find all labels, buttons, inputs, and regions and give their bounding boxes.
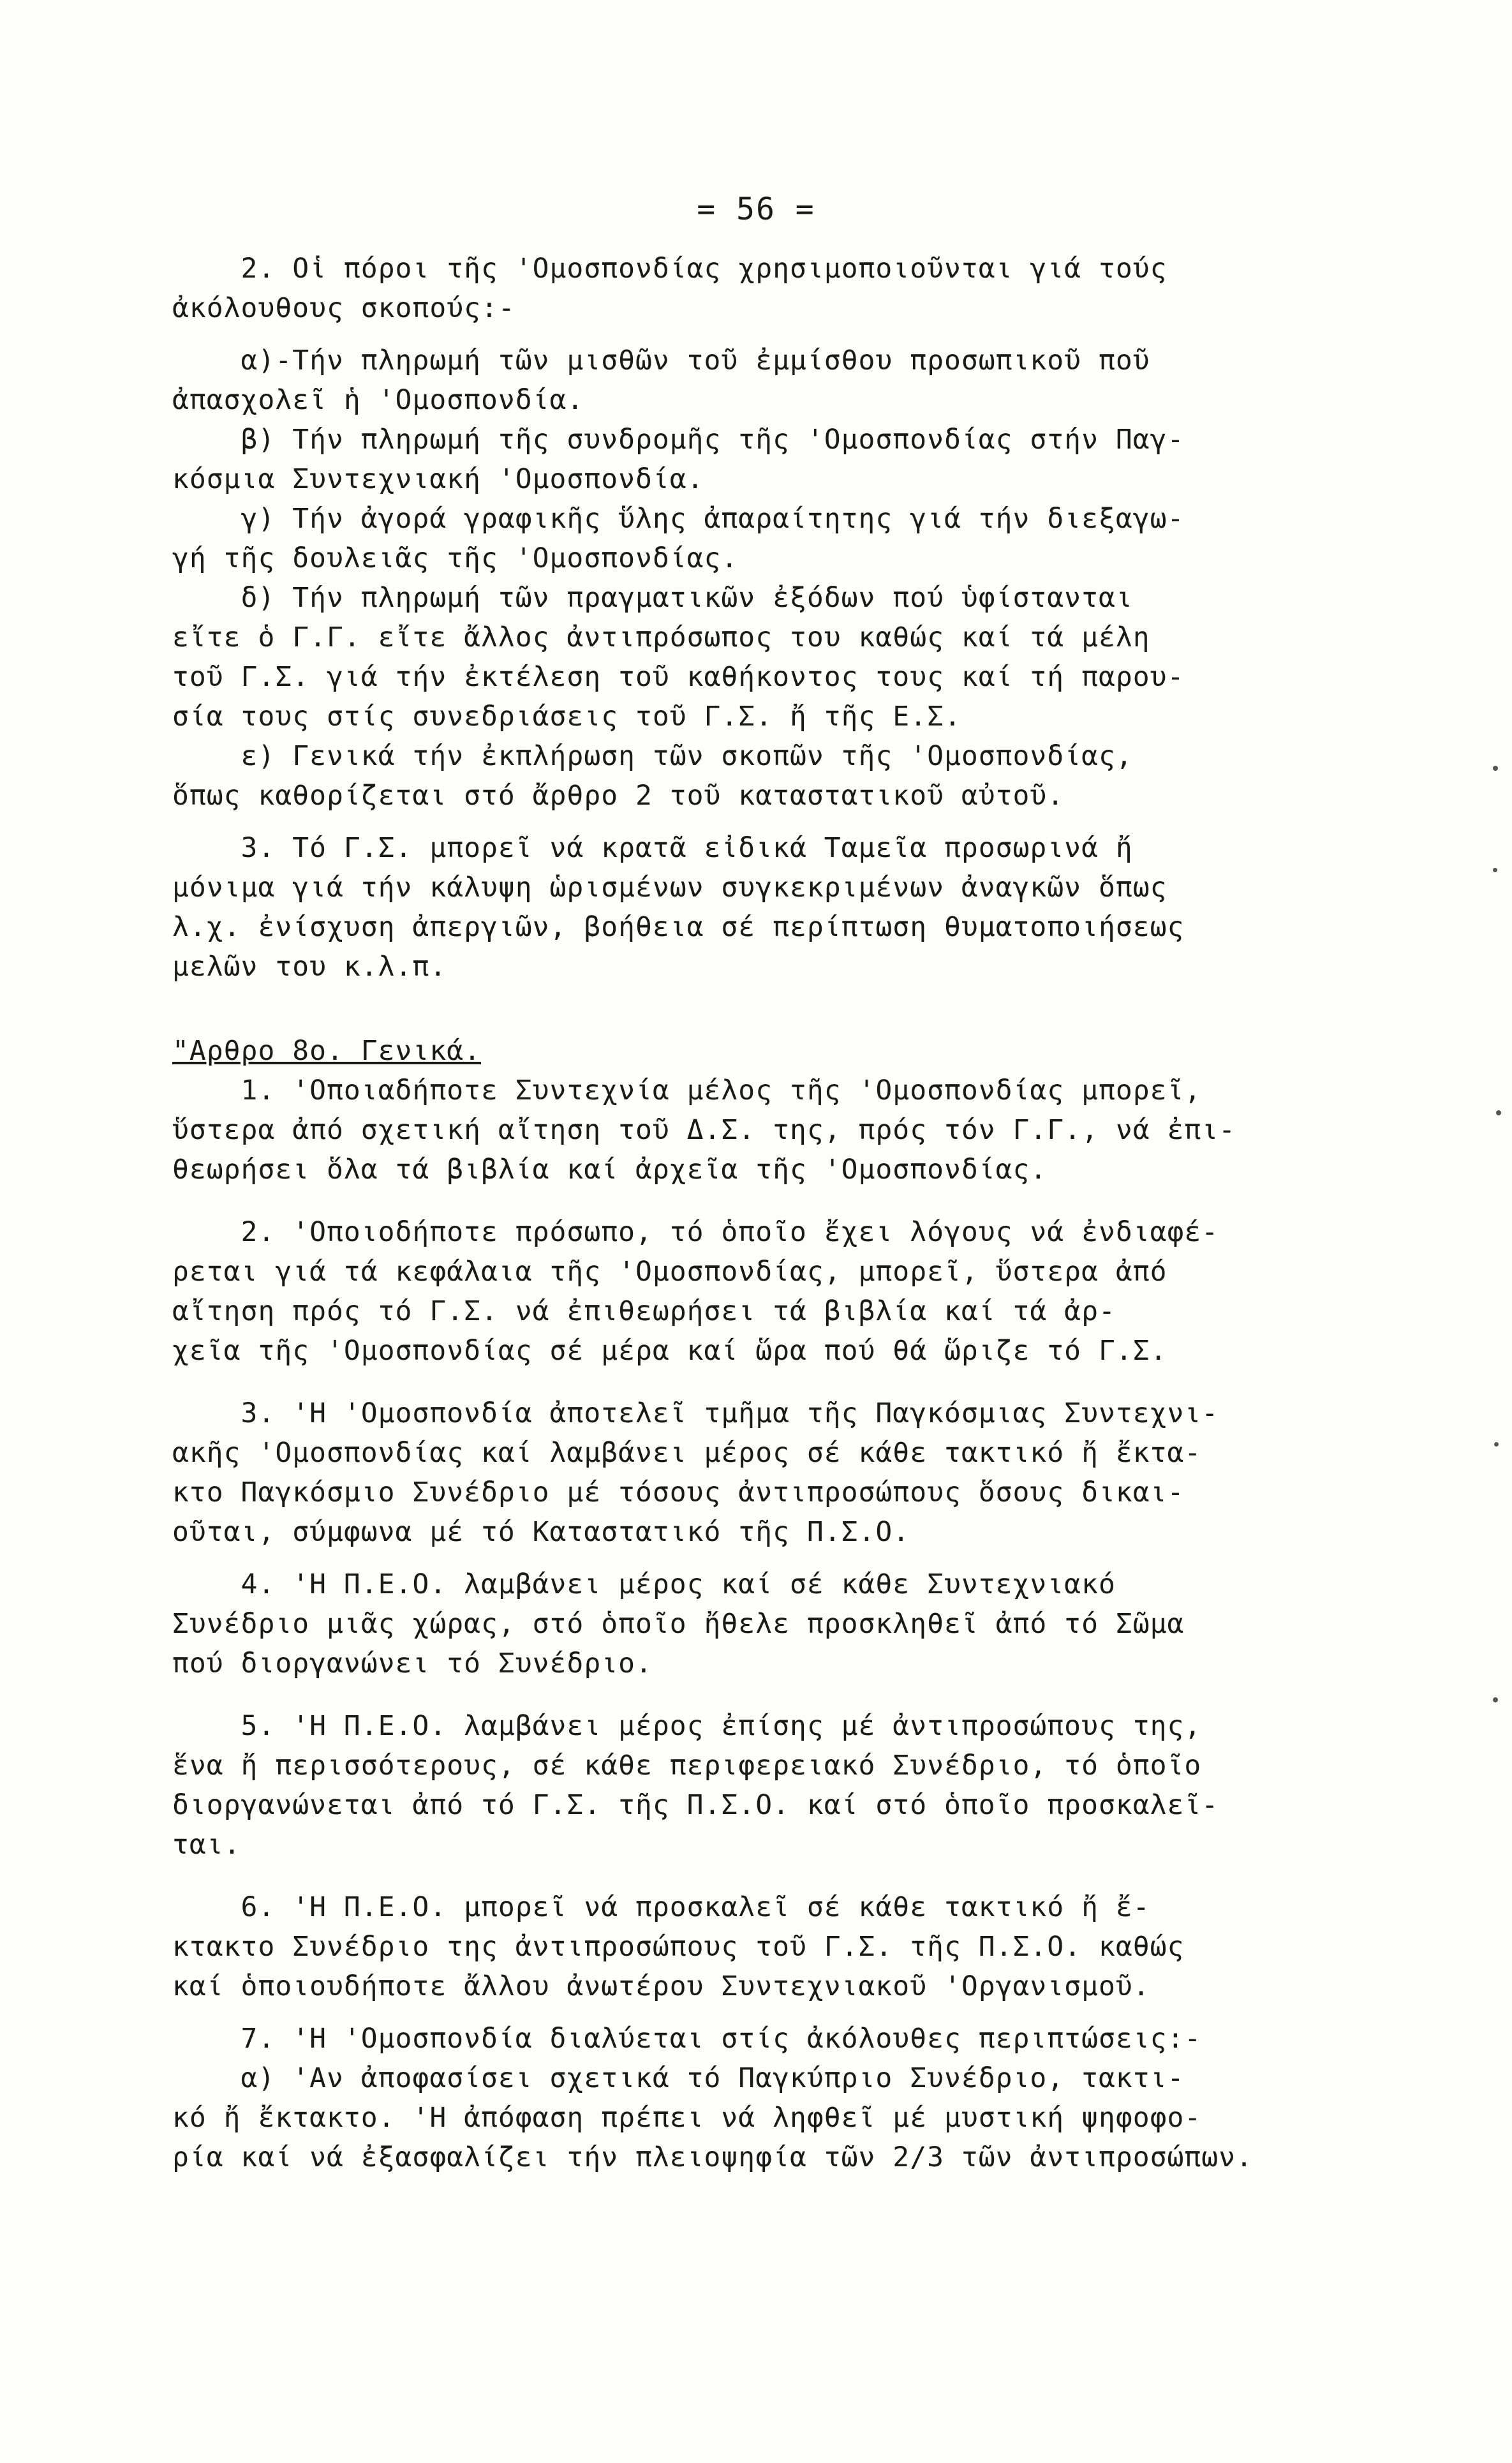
text-line: κόσμια Συντεχνιακή 'Ομοσπονδία.: [172, 463, 704, 495]
article-heading: "Αρθρο 8ο. Γενικά.: [172, 1035, 481, 1067]
text-line: ἕνα ἤ περισσότερους, σέ κάθε περιφερειακό Συνέδριο, τό ὁποῖο: [172, 1750, 1202, 1782]
text-line: β) Τήν πληρωμή τῆς συνδρομῆς τῆς 'Ομοσπονδίας στήν Παγ-: [172, 424, 1185, 456]
text-line: εἴτε ὁ Γ.Γ. εἴτε ἄλλος ἀντιπρόσωπος του καθώς καί τά μέλη: [172, 621, 1150, 653]
text-line: λ.χ. ἐνίσχυση ἀπεργιῶν, βοήθεια σέ περίπτωση θυματοποιήσεως: [172, 911, 1185, 943]
document-body: [172, 249, 1435, 2177]
text-line: ε) Γενικά τήν ἐκπλήρωση τῶν σκοπῶν τῆς 'Ομοσπονδίας,: [172, 740, 1133, 772]
text-line: ρεται γιά τά κεφάλαια τῆς 'Ομοσπονδίας, μπορεῖ, ὕστερα ἀπό: [172, 1256, 1167, 1288]
text-line: γή τῆς δουλειᾶς τῆς 'Ομοσπονδίας.: [172, 542, 739, 574]
paragraph-gap: [172, 1683, 1435, 1706]
text-line: α)-Τήν πληρωμή τῶν μισθῶν τοῦ ἐμμίσθου προσωπικοῦ ποῦ: [172, 345, 1150, 376]
text-line: τοῦ Γ.Σ. γιά τήν ἐκτέλεση τοῦ καθήκοντος τους καί τή παρου-: [172, 661, 1185, 693]
text-line: ὅπως καθορίζεται στό ἄρθρο 2 τοῦ καταστατικοῦ αὐτοῦ.: [172, 780, 1065, 812]
text-line: 1. 'Οποιαδήποτε Συντεχνία μέλος τῆς 'Ομοσπονδίας μπορεῖ,: [172, 1075, 1202, 1106]
text-line: δ) Τήν πληρωμή τῶν πραγματικῶν ἐξόδων πού ὑφίστανται: [172, 582, 1133, 614]
paragraph-gap: [172, 328, 1435, 341]
text-line: διοργανώνεται ἀπό τό Γ.Σ. τῆς Π.Σ.Ο. καί στό ὁποῖο προσκαλεῖ-: [172, 1789, 1219, 1821]
scan-speck: [1496, 1110, 1501, 1115]
scan-speck: [1494, 1442, 1499, 1447]
text-line: 2. Οἱ πόροι τῆς 'Ομοσπονδίας χρησιμοποιοῦνται γιά τούς: [172, 253, 1167, 285]
text-line: καί ὁποιουδήποτε ἄλλου ἀνωτέρου Συντεχνιακοῦ 'Οργανισμοῦ.: [172, 1970, 1150, 2002]
text-line: α) 'Αν ἀποφασίσει σχετικά τό Παγκύπριο Συνέδριο, τακτι-: [172, 2062, 1185, 2094]
paragraph-gap: [172, 986, 1435, 1031]
text-line: 6. 'Η Π.Ε.Ο. μπορεῖ νά προσκαλεῖ σέ κάθε τακτικό ἤ ἔ-: [172, 1891, 1150, 1923]
paragraph-gap: [172, 815, 1435, 828]
scan-speck: [1493, 1697, 1498, 1702]
text-line: ακῆς 'Ομοσπονδίας καί λαμβάνει μέρος σέ κάθε τακτικό ἤ ἔκτα-: [172, 1437, 1202, 1469]
text-line: ρία καί νά ἐξασφαλίζει τήν πλειοψηφία τῶν 2/3 τῶν ἀντιπροσώπων.: [172, 2141, 1253, 2173]
text-line: κό ἤ ἔκτακτο. 'Η ἀπόφαση πρέπει νά ληφθεῖ μέ μυστική ψηφοφο-: [172, 2102, 1202, 2134]
paragraph-gap: [172, 1189, 1435, 1212]
text-line: ἀπασχολεῖ ἡ 'Ομοσπονδία.: [172, 384, 584, 416]
text-line: μόνιμα γιά τήν κάλυψη ὡρισμένων συγκεκριμένων ἀναγκῶν ὅπως: [172, 872, 1167, 904]
text-line: 4. 'Η Π.Ε.Ο. λαμβάνει μέρος καί σέ κάθε Συντεχνιακό: [172, 1568, 1116, 1600]
text-line: κτο Παγκόσμιο Συνέδριο μέ τόσους ἀντιπροσώπους ὅσους δικαι-: [172, 1477, 1185, 1508]
paragraph-gap: [172, 2006, 1435, 2019]
paragraph-gap: [172, 1864, 1435, 1887]
text-line: 2. 'Οποιοδήποτε πρόσωπο, τό ὁποῖο ἔχει λόγους νά ἐνδιαφέ-: [172, 1216, 1219, 1248]
text-line: αἴτηση πρός τό Γ.Σ. νά ἐπιθεωρήσει τά βιβλία καί τά ἀρ-: [172, 1295, 1116, 1327]
text-line: μελῶν του κ.λ.π.: [172, 951, 447, 983]
text-line: χεῖα τῆς 'Ομοσπονδίας σέ μέρα καί ὥρα πού θά ὥριζε τό Γ.Σ.: [172, 1335, 1167, 1367]
text-line: 3. Τό Γ.Σ. μπορεῖ νά κρατᾶ εἰδικά Ταμεῖα προσωρινά ἤ: [172, 832, 1133, 864]
text-line: ται.: [172, 1829, 241, 1861]
text-line: γ) Τήν ἀγορά γραφικῆς ὕλης ἀπαραίτητης γιά τήν διεξαγω-: [172, 503, 1185, 535]
text-line: Συνέδριο μιᾶς χώρας, στό ὁποῖο ἤθελε προσκληθεῖ ἀπό τό Σῶμα: [172, 1608, 1185, 1640]
text-line: 3. 'Η 'Ομοσπονδία ἀποτελεῖ τμῆμα τῆς Παγκόσμιας Συντεχνι-: [172, 1397, 1219, 1429]
text-line: σία τους στίς συνεδριάσεις τοῦ Γ.Σ. ἤ τῆς Ε.Σ.: [172, 701, 961, 733]
text-line: θεωρήσει ὅλα τά βιβλία καί ἀρχεῖα τῆς 'Ομοσπονδίας.: [172, 1154, 1048, 1186]
scan-speck: [1493, 766, 1498, 771]
text-line: ὕστερα ἀπό σχετική αἴτηση τοῦ Δ.Σ. της, πρός τόν Γ.Γ., νά ἐπι-: [172, 1114, 1236, 1146]
text-line: ἀκόλουθους σκοπούς:-: [172, 292, 515, 324]
paragraph-gap: [172, 1371, 1435, 1394]
scan-speck: [1493, 868, 1497, 872]
text-line: 5. 'Η Π.Ε.Ο. λαμβάνει μέρος ἐπίσης μέ ἀντιπροσώπους της,: [172, 1710, 1202, 1742]
text-line: κτακτο Συνέδριο της ἀντιπροσώπους τοῦ Γ.Σ. τῆς Π.Σ.Ο. καθώς: [172, 1931, 1185, 1963]
paragraph-gap: [172, 1552, 1435, 1565]
page-number: = 56 =: [697, 191, 815, 227]
text-line: 7. 'Η 'Ομοσπονδία διαλύεται στίς ἀκόλουθες περιπτώσεις:-: [172, 2023, 1202, 2055]
text-line: οῦται, σύμφωνα μέ τό Καταστατικό τῆς Π.Σ.Ο.: [172, 1516, 910, 1548]
text-line: πού διοργανώνει τό Συνέδριο.: [172, 1648, 653, 1679]
